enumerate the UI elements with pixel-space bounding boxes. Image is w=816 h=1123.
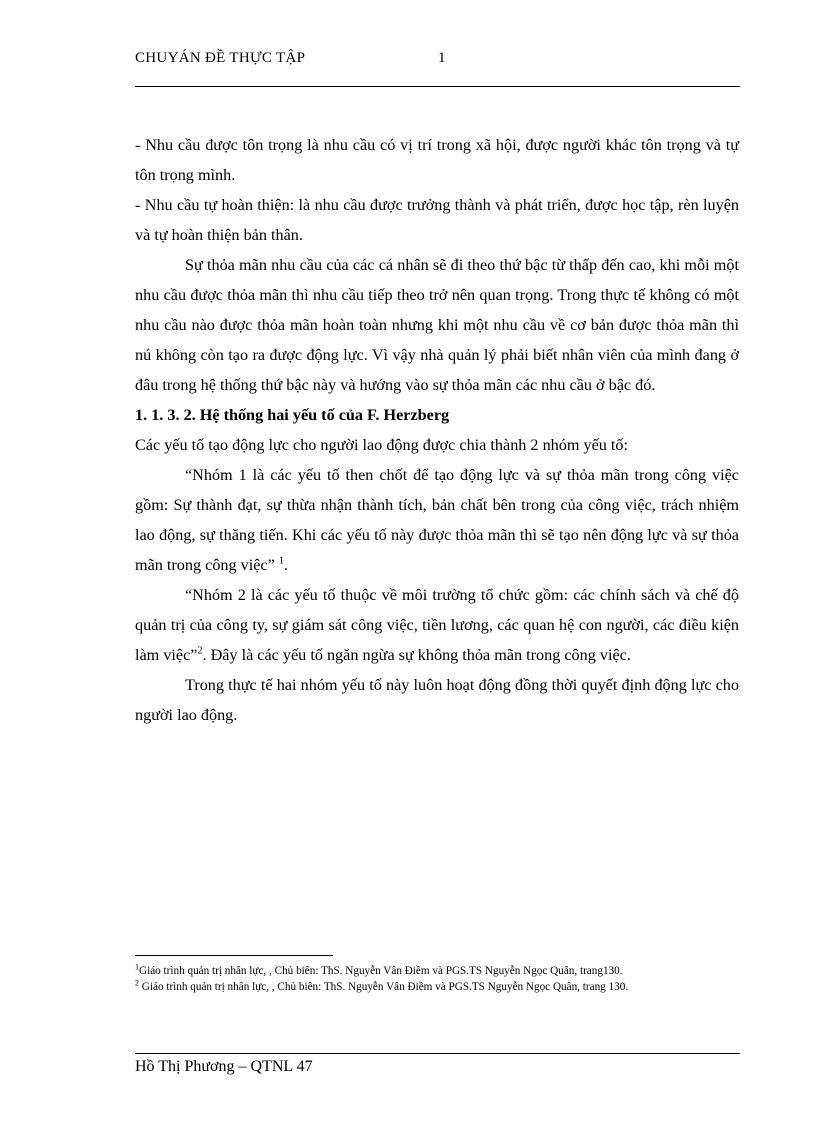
group-1-end: . (283, 556, 288, 574)
footnote-item (135, 979, 740, 995)
footnote-mark: 2 (135, 978, 139, 988)
paragraph-conclusion: Trong thực tế hai nhóm yếu tố này luôn hoạt động đồng thời quyết định động lực cho người lao động. (135, 676, 739, 724)
page-header (135, 50, 740, 87)
paragraph-factor-groups: Các yếu tố tạo động lực cho người lao động được chia thành 2 nhóm yếu tố: (135, 436, 628, 454)
group-2-tail: . Đây là các yếu tố ngăn ngừa sự không thỏa mãn trong công việc. (202, 646, 631, 664)
group-2-quote: “Nhóm 2 là các yếu tố thuộc về môi trường tổ chức gồm: các chính sách và chế độ quản trị của công ty, sự giám sát công việc, tiền lương, các quan hệ con người, các điều kiện làm việc” (135, 586, 739, 664)
footnote-separator (135, 955, 333, 956)
footer-author: Hồ Thị Phương – QTNL 47 (135, 1058, 313, 1075)
footnote-text: Giáo trình quản trị nhân lực, , Chủ biên: ThS. Nguyễn Vân Điềm và PGS.TS Nguyễn Ngọc Quân, trang130. (139, 965, 623, 977)
footer-separator (135, 1053, 740, 1054)
paragraph-respect-need: - Nhu cầu được tôn trọng là nhu cầu có vị trí trong xã hội, được người khác tôn trọng và tự tôn trọng mình. (135, 136, 739, 184)
footnotes (135, 963, 740, 995)
page-number: 1 (438, 50, 446, 66)
paragraph-group-1 (135, 460, 739, 580)
paragraph-needs-hierarchy: Sự thỏa mãn nhu cầu của các cá nhân sẽ đi theo thứ bậc từ thấp đến cao, khi mỗi một nhu cầu được thỏa mãn thì nhu cầu tiếp theo trở nên quan trọng. Trong thực tế không có một nhu cầu nào được thỏa mãn hoàn toàn nhưng khi một nhu cầu về cơ bản được thỏa mãn thì nú không còn tạo ra được động lực. Vì vậy nhà quản lý phải biết nhân viên của mình đang ở đâu trong hệ thống thứ bậc này và hướng vào sự thỏa mãn các nhu cầu ở bậc đó. (135, 256, 739, 394)
paragraph-group-2 (135, 580, 739, 670)
paragraph-self-actualization-need: - Nhu cầu tự hoàn thiện: là nhu cầu được trưởng thành và phát triển, được học tập, rèn luyện và tự hoàn thiện bản thân. (135, 196, 739, 244)
document-body (135, 130, 739, 730)
group-1-quote: “Nhóm 1 là các yếu tố then chốt để tạo động lực và sự thỏa mãn trong công việc gồm: Sự thành đạt, sự thừa nhận thành tích, bản chất bên trong của công việc, trách nhiệm lao động, sự thăng tiến. Khi các yếu tố này được thỏa mãn thì sẽ tạo nên động lực và sự thỏa mãn trong công việc” (135, 466, 739, 574)
section-heading: 1. 1. 3. 2. Hệ thống hai yếu tố của F. Herzberg (135, 406, 450, 424)
footnote-text: Giáo trình quản trị nhân lực, , Chủ biên: ThS. Nguyễn Vân Điềm và PGS.TS Nguyễn Ngọc Quân, trang 130. (139, 981, 629, 993)
footnote-item (135, 963, 740, 979)
footnote-mark: 1 (135, 962, 139, 972)
footnote-ref-1[interactable]: 1 (278, 555, 284, 567)
header-title: CHUYÁN ĐỀ THỰC TẬP (135, 50, 306, 66)
footnote-ref-2[interactable]: 2 (197, 645, 203, 657)
